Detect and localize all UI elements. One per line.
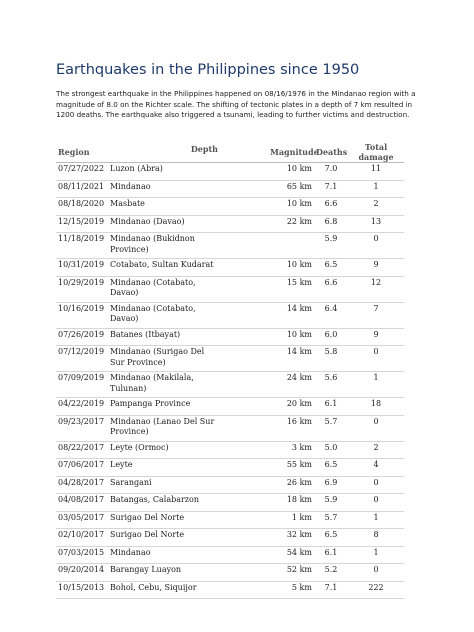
cell-date: 08/18/2020	[56, 198, 108, 216]
cell-depth: 10 km	[268, 259, 314, 277]
page-title: Earthquakes in the Philippines since 1950	[56, 62, 360, 78]
cell-spacer	[220, 476, 268, 494]
table-row	[56, 581, 404, 599]
cell-region: Mindanao (Davao)	[108, 215, 220, 233]
cell-spacer	[220, 494, 268, 512]
cell-region: Mindanao (Cotabato, Davao)	[108, 276, 220, 302]
cell-date: 02/10/2017	[56, 529, 108, 547]
cell-magnitude: 7.1	[314, 581, 348, 599]
cell-depth: 5 km	[268, 581, 314, 599]
cell-spacer	[220, 546, 268, 564]
cell-depth: 10 km	[268, 328, 314, 346]
cell-region: Cotabato, Sultan Kudarat	[108, 259, 220, 277]
cell-deaths: 13	[348, 215, 404, 233]
cell-magnitude: 6.5	[314, 259, 348, 277]
cell-depth: 14 km	[268, 302, 314, 328]
cell-region: Luzon (Abra)	[108, 163, 220, 181]
cell-date: 10/31/2019	[56, 259, 108, 277]
cell-date: 04/22/2019	[56, 398, 108, 416]
cell-depth: 3 km	[268, 441, 314, 459]
table-row	[56, 198, 404, 216]
cell-deaths: 0	[348, 494, 404, 512]
cell-date: 07/06/2017	[56, 459, 108, 477]
cell-deaths: 0	[348, 233, 404, 259]
cell-spacer	[220, 163, 268, 181]
header-total-damage: Total damage	[348, 142, 404, 163]
cell-deaths: 1	[348, 372, 404, 398]
cell-spacer	[220, 415, 268, 441]
cell-region: Mindanao	[108, 180, 220, 198]
header-region-depth	[56, 142, 220, 163]
table-row	[56, 259, 404, 277]
table-row	[56, 276, 404, 302]
cell-date: 09/20/2014	[56, 564, 108, 582]
table-row	[56, 398, 404, 416]
cell-magnitude: 5.2	[314, 564, 348, 582]
cell-region: Batanes (Itbayat)	[108, 328, 220, 346]
cell-depth: 15 km	[268, 276, 314, 302]
cell-deaths: 1	[348, 546, 404, 564]
cell-depth: 14 km	[268, 346, 314, 372]
cell-deaths: 0	[348, 476, 404, 494]
cell-depth: 52 km	[268, 564, 314, 582]
cell-spacer	[220, 564, 268, 582]
table-row	[56, 233, 404, 259]
intro-paragraph: The strongest earthquake in the Philippines happened on 08/16/1976 in the Mindanao region with a magnitude of 8.0 on the Richter scale. The shifting of tectonic plates in a depth of 7 km resulted in 1200 deaths. The earthquake also triggered a tsunami, leading to further victims and destruction.	[56, 89, 416, 119]
cell-deaths: 9	[348, 259, 404, 277]
cell-deaths: 0	[348, 415, 404, 441]
cell-date: 04/28/2017	[56, 476, 108, 494]
cell-region: Mindanao (Bukidnon Province)	[108, 233, 220, 259]
table-row	[56, 546, 404, 564]
cell-deaths: 11	[348, 163, 404, 181]
cell-magnitude: 5.0	[314, 441, 348, 459]
cell-region: Sarangani	[108, 476, 220, 494]
cell-depth: 26 km	[268, 476, 314, 494]
header-region: Region	[58, 147, 90, 157]
cell-depth: 1 km	[268, 511, 314, 529]
cell-depth: 16 km	[268, 415, 314, 441]
earthquake-table	[56, 142, 404, 599]
cell-region: Leyte	[108, 459, 220, 477]
table-row	[56, 372, 404, 398]
cell-date: 07/27/2022	[56, 163, 108, 181]
cell-spacer	[220, 372, 268, 398]
cell-deaths: 222	[348, 581, 404, 599]
table-row	[56, 328, 404, 346]
cell-date: 07/26/2019	[56, 328, 108, 346]
cell-magnitude: 6.5	[314, 529, 348, 547]
table-row	[56, 163, 404, 181]
cell-region: Mindanao	[108, 546, 220, 564]
cell-magnitude: 6.6	[314, 198, 348, 216]
cell-spacer	[220, 233, 268, 259]
table-row	[56, 511, 404, 529]
cell-magnitude: 6.1	[314, 546, 348, 564]
cell-magnitude: 5.9	[314, 233, 348, 259]
cell-spacer	[220, 346, 268, 372]
table-body	[56, 163, 404, 599]
cell-region: Leyte (Ormoc)	[108, 441, 220, 459]
cell-date: 08/22/2017	[56, 441, 108, 459]
table-row	[56, 476, 404, 494]
cell-magnitude: 7.0	[314, 163, 348, 181]
cell-magnitude: 6.6	[314, 276, 348, 302]
cell-magnitude: 6.8	[314, 215, 348, 233]
cell-deaths: 1	[348, 180, 404, 198]
cell-magnitude: 5.9	[314, 494, 348, 512]
cell-deaths: 18	[348, 398, 404, 416]
cell-depth: 10 km	[268, 198, 314, 216]
cell-magnitude: 6.5	[314, 459, 348, 477]
cell-magnitude: 6.4	[314, 302, 348, 328]
cell-date: 10/16/2019	[56, 302, 108, 328]
cell-region: Mindanao (Surigao Del Sur Province)	[108, 346, 220, 372]
cell-spacer	[220, 302, 268, 328]
cell-depth	[268, 233, 314, 259]
cell-region: Barangay Luayon	[108, 564, 220, 582]
cell-region: Surigao Del Norte	[108, 529, 220, 547]
cell-deaths: 0	[348, 346, 404, 372]
cell-depth: 18 km	[268, 494, 314, 512]
table-row	[56, 180, 404, 198]
cell-deaths: 0	[348, 564, 404, 582]
cell-date: 10/15/2013	[56, 581, 108, 599]
table-row	[56, 459, 404, 477]
cell-magnitude: 6.0	[314, 328, 348, 346]
table-header-row	[56, 142, 404, 163]
cell-depth: 65 km	[268, 180, 314, 198]
cell-spacer	[220, 276, 268, 302]
header-deaths: Deaths	[314, 142, 348, 163]
cell-region: Masbate	[108, 198, 220, 216]
cell-spacer	[220, 581, 268, 599]
cell-spacer	[220, 180, 268, 198]
table-row	[56, 441, 404, 459]
table-row	[56, 494, 404, 512]
cell-spacer	[220, 215, 268, 233]
cell-deaths: 8	[348, 529, 404, 547]
cell-magnitude: 6.1	[314, 398, 348, 416]
cell-spacer	[220, 441, 268, 459]
cell-region: Mindanao (Lanao Del Sur Province)	[108, 415, 220, 441]
cell-date: 09/23/2017	[56, 415, 108, 441]
cell-region: Pampanga Province	[108, 398, 220, 416]
header-depth: Depth	[190, 144, 218, 154]
table-row	[56, 564, 404, 582]
cell-deaths: 7	[348, 302, 404, 328]
cell-magnitude: 7.1	[314, 180, 348, 198]
cell-region: Mindanao (Makilala, Tulunan)	[108, 372, 220, 398]
table-row	[56, 302, 404, 328]
cell-region: Mindanao (Cotabato, Davao)	[108, 302, 220, 328]
cell-spacer	[220, 198, 268, 216]
cell-spacer	[220, 398, 268, 416]
cell-date: 07/09/2019	[56, 372, 108, 398]
cell-magnitude: 5.6	[314, 372, 348, 398]
table-row	[56, 529, 404, 547]
cell-magnitude: 5.8	[314, 346, 348, 372]
cell-date: 04/08/2017	[56, 494, 108, 512]
cell-spacer	[220, 259, 268, 277]
cell-date: 07/12/2019	[56, 346, 108, 372]
cell-date: 07/03/2015	[56, 546, 108, 564]
table-row	[56, 215, 404, 233]
cell-deaths: 2	[348, 198, 404, 216]
cell-deaths: 4	[348, 459, 404, 477]
cell-date: 10/29/2019	[56, 276, 108, 302]
header-magnitude: Magnitude	[268, 142, 314, 163]
cell-deaths: 2	[348, 441, 404, 459]
cell-depth: 10 km	[268, 163, 314, 181]
cell-date: 12/15/2019	[56, 215, 108, 233]
cell-depth: 22 km	[268, 215, 314, 233]
cell-deaths: 1	[348, 511, 404, 529]
cell-spacer	[220, 328, 268, 346]
cell-spacer	[220, 529, 268, 547]
cell-region: Surigao Del Norte	[108, 511, 220, 529]
cell-depth: 54 km	[268, 546, 314, 564]
cell-depth: 55 km	[268, 459, 314, 477]
cell-depth: 20 km	[268, 398, 314, 416]
cell-spacer	[220, 511, 268, 529]
cell-date: 11/18/2019	[56, 233, 108, 259]
header-magnitude-spacer	[220, 142, 268, 163]
cell-date: 08/11/2021	[56, 180, 108, 198]
table-row	[56, 346, 404, 372]
table-row	[56, 415, 404, 441]
cell-deaths: 9	[348, 328, 404, 346]
cell-magnitude: 6.9	[314, 476, 348, 494]
cell-date: 03/05/2017	[56, 511, 108, 529]
cell-magnitude: 5.7	[314, 415, 348, 441]
cell-magnitude: 5.7	[314, 511, 348, 529]
cell-spacer	[220, 459, 268, 477]
cell-depth: 32 km	[268, 529, 314, 547]
cell-region: Bohol, Cebu, Siquijor	[108, 581, 220, 599]
cell-depth: 24 km	[268, 372, 314, 398]
cell-deaths: 12	[348, 276, 404, 302]
cell-region: Batangas, Calabarzon	[108, 494, 220, 512]
